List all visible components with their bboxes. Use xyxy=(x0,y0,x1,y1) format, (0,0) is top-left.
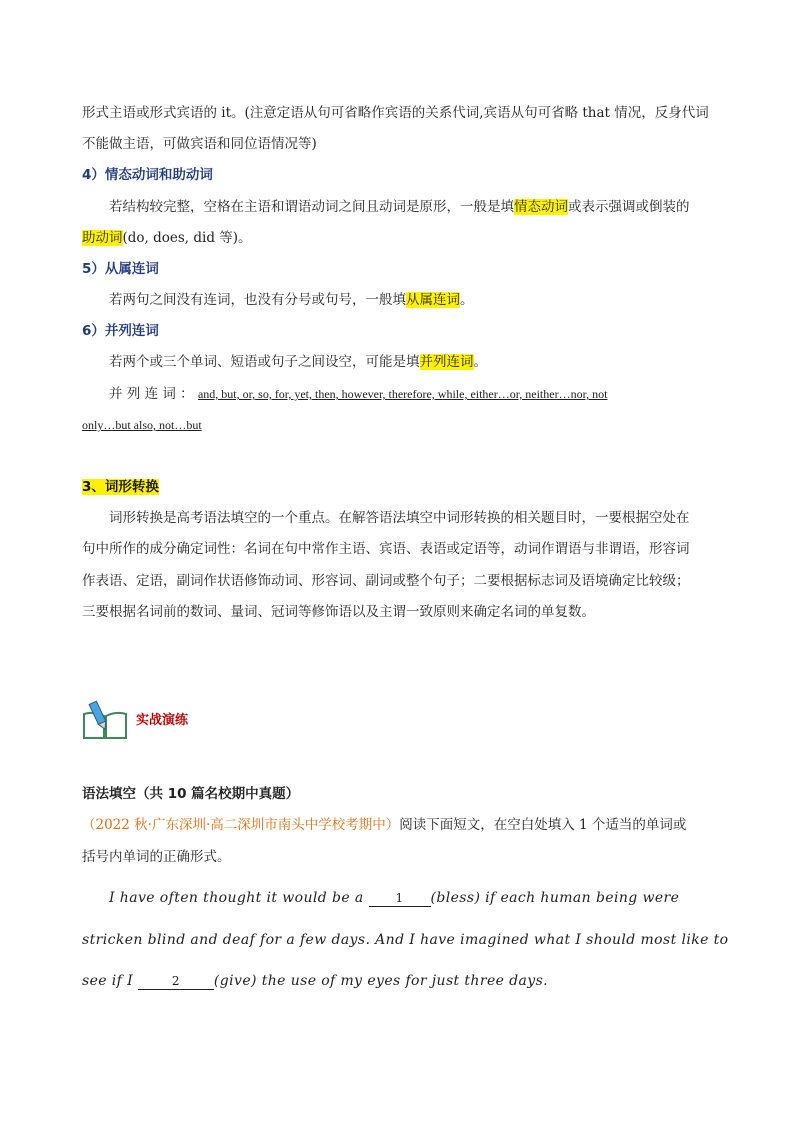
section-6-paragraph xyxy=(109,352,714,372)
text: 或表示强调或倒装的 xyxy=(568,199,690,215)
section-3-line-1: 词形转换是高考语法填空的一个重点。在解答语法填空中词形转换的相关题目时，一要根据空处在 xyxy=(109,510,690,526)
passage-line-2: stricken blind and deaf for a few days. And I have imagined what I should most like to xyxy=(82,932,729,948)
section-3-line-4: 三要根据名词前的数词、量词、冠词等修饰语以及主谓一致原则来确定名词的单复数。 xyxy=(82,604,595,620)
text: (bless) if each human being were xyxy=(430,890,680,906)
section-3-heading-text: 3、词形转换 xyxy=(82,479,159,495)
text: 。 xyxy=(460,292,474,308)
text: 。 xyxy=(473,354,487,370)
highlight: 从属连词 xyxy=(406,292,460,308)
practice-title xyxy=(136,710,336,731)
section-4-paragraph-line-2 xyxy=(82,228,714,248)
intro-line-2: 不能做主语，可做宾语和同位语情况等) xyxy=(82,136,317,152)
passage-line-1 xyxy=(109,888,714,908)
highlight: 情态动词 xyxy=(514,199,568,215)
blank-1[interactable]: 1 xyxy=(369,890,431,907)
section-3-line-3: 作表语、定语，副词作状语修饰动词、形容词、副词或整个句子；二要根据标志词及语境确定比较级； xyxy=(82,573,690,589)
conjunction-list-label: 并 列 连 词 ： xyxy=(109,386,194,402)
blank-2[interactable]: 2 xyxy=(138,973,214,990)
conjunction-list-items: only…but also, not…but xyxy=(82,418,202,432)
practice-instructions-line-1 xyxy=(82,815,714,835)
highlight: 助动词 xyxy=(82,230,123,246)
text: (do, does, did 等)。 xyxy=(122,230,252,246)
text: 若两个或三个单词、短语或句子之间设空，可能是填 xyxy=(109,354,420,370)
text: 若两句之间没有连词，也没有分号或句号，一般填 xyxy=(109,292,406,308)
practice-instructions-line-2: 括号内单词的正确形式。 xyxy=(82,849,231,865)
passage-line-3 xyxy=(82,971,714,991)
section-6-heading: 6）并列连词 xyxy=(82,323,159,339)
section-3-heading xyxy=(82,477,714,497)
text: see if I xyxy=(82,973,138,989)
text: 若结构较完整，空格在主语和谓语动词之间且动词是原形，一般是填 xyxy=(109,199,514,215)
conjunction-list-line-1 xyxy=(109,384,714,404)
section-3-line-2: 句中所作的成分确定词性：名词在句中常作主语、宾语、表语或定语等，动词作谓语与非谓语，形容词 xyxy=(82,541,690,557)
exam-source: （2022 秋·广东深圳·高二深圳市南头中学校考期中） xyxy=(82,817,400,833)
conjunction-list-items: and, but, or, so, for, yet, then, however, therefore, while, either…or, neither…nor, not xyxy=(197,387,608,401)
practice-subtitle: 语法填空（共 10 篇名校期中真题） xyxy=(82,786,300,802)
text: 阅读下面短文，在空白处填入 1 个适当的单词或 xyxy=(399,817,687,833)
section-4-paragraph-line-1 xyxy=(109,197,714,217)
book-pencil-icon xyxy=(82,700,128,740)
section-5-heading: 5）从属连词 xyxy=(82,261,159,277)
section-4-heading: 4）情态动词和助动词 xyxy=(82,167,213,183)
highlight: 并列连词 xyxy=(419,354,474,370)
section-5-paragraph xyxy=(109,290,714,310)
text: I have often thought it would be a xyxy=(109,890,369,906)
text: (give) the use of my eyes for just three days. xyxy=(213,973,549,989)
intro-line-1: 形式主语或形式宾语的 it。(注意定语从句可省略作宾语的关系代词,宾语从句可省略 that 情况，反身代词 xyxy=(82,105,709,121)
conjunction-list-line-2 xyxy=(82,415,714,435)
practice-title-text: 实战演练 xyxy=(136,713,189,728)
